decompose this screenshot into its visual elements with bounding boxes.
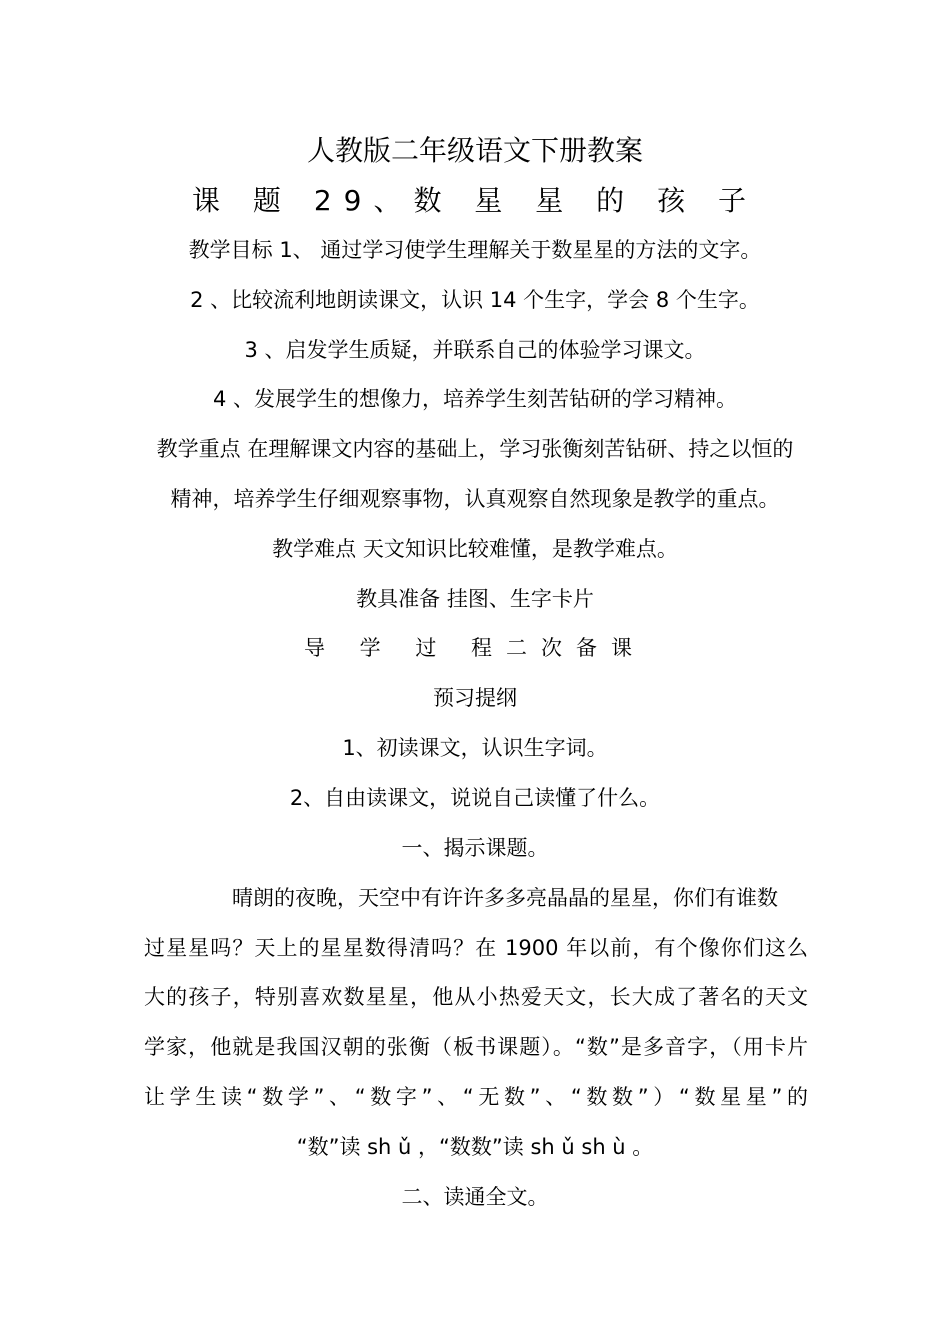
teaching-goal-2: 2 、比较流利地朗读课文，认识 14 个生字，学会 8 个生字。 — [190, 288, 760, 312]
preview-item-1: 1、初读课文，认识生字词。 — [342, 736, 608, 760]
teaching-focus-line-1: 教学重点 在理解课文内容的基础上，学习张衡刻苦钻研、持之以恒的 — [156, 437, 794, 461]
teaching-focus-line-2: 精神，培养学生仔细观察事物，认真观察自然现象是教学的重点。 — [170, 487, 780, 511]
preview-outline-title: 预习提纲 — [433, 686, 517, 710]
lesson-title: 课 题 29、数 星 星 的 孩 子 — [192, 184, 758, 217]
teaching-difficulty: 教学难点 天文知识比较难懂，是教学难点。 — [272, 537, 678, 561]
section-heading-1: 一、揭示课题。 — [401, 836, 549, 860]
paragraph-line-4: 学家，他就是我国汉朝的张衡（板书课题）。“数”是多音字，（用卡片 — [144, 1035, 808, 1059]
paragraph-line-1: 晴朗的夜晚，天空中有许许多多亮晶晶的星星，你们有谁数 — [232, 886, 778, 910]
teaching-materials: 教具准备 挂图、生字卡片 — [356, 587, 594, 611]
paragraph-line-6: “数”读 sh ǔ ，“数数”读 sh ǔ sh ù 。 — [296, 1135, 654, 1159]
teaching-goal-3: 3 、启发学生质疑，并联系自己的体验学习课文。 — [244, 338, 706, 362]
section-heading-2: 二、读通全文。 — [401, 1185, 549, 1209]
teaching-goal-4: 4 、发展学生的想像力，培养学生刻苦钻研的学习精神。 — [212, 387, 738, 411]
preview-item-2: 2、自由读课文，说说自己读懂了什么。 — [289, 786, 661, 810]
paragraph-line-3: 大的孩子，特别喜欢数星星，他从小热爱天文，长大成了著名的天文 — [144, 985, 808, 1009]
teaching-goal-1: 教学目标 1、 通过学习使学生理解关于数星星的方法的文字。 — [188, 238, 762, 262]
paragraph-line-5: 让学生读“数学”、“数字”、“无数”、“数数”）“数星星”的 — [144, 1085, 808, 1109]
process-header: 导 学 过 程二次备课 — [303, 636, 647, 660]
paragraph-line-2: 过星星吗？天上的星星数得清吗？在 1900 年以前，有个像你们这么 — [144, 936, 808, 960]
document-title: 人教版二年级语文下册教案 — [306, 134, 643, 167]
